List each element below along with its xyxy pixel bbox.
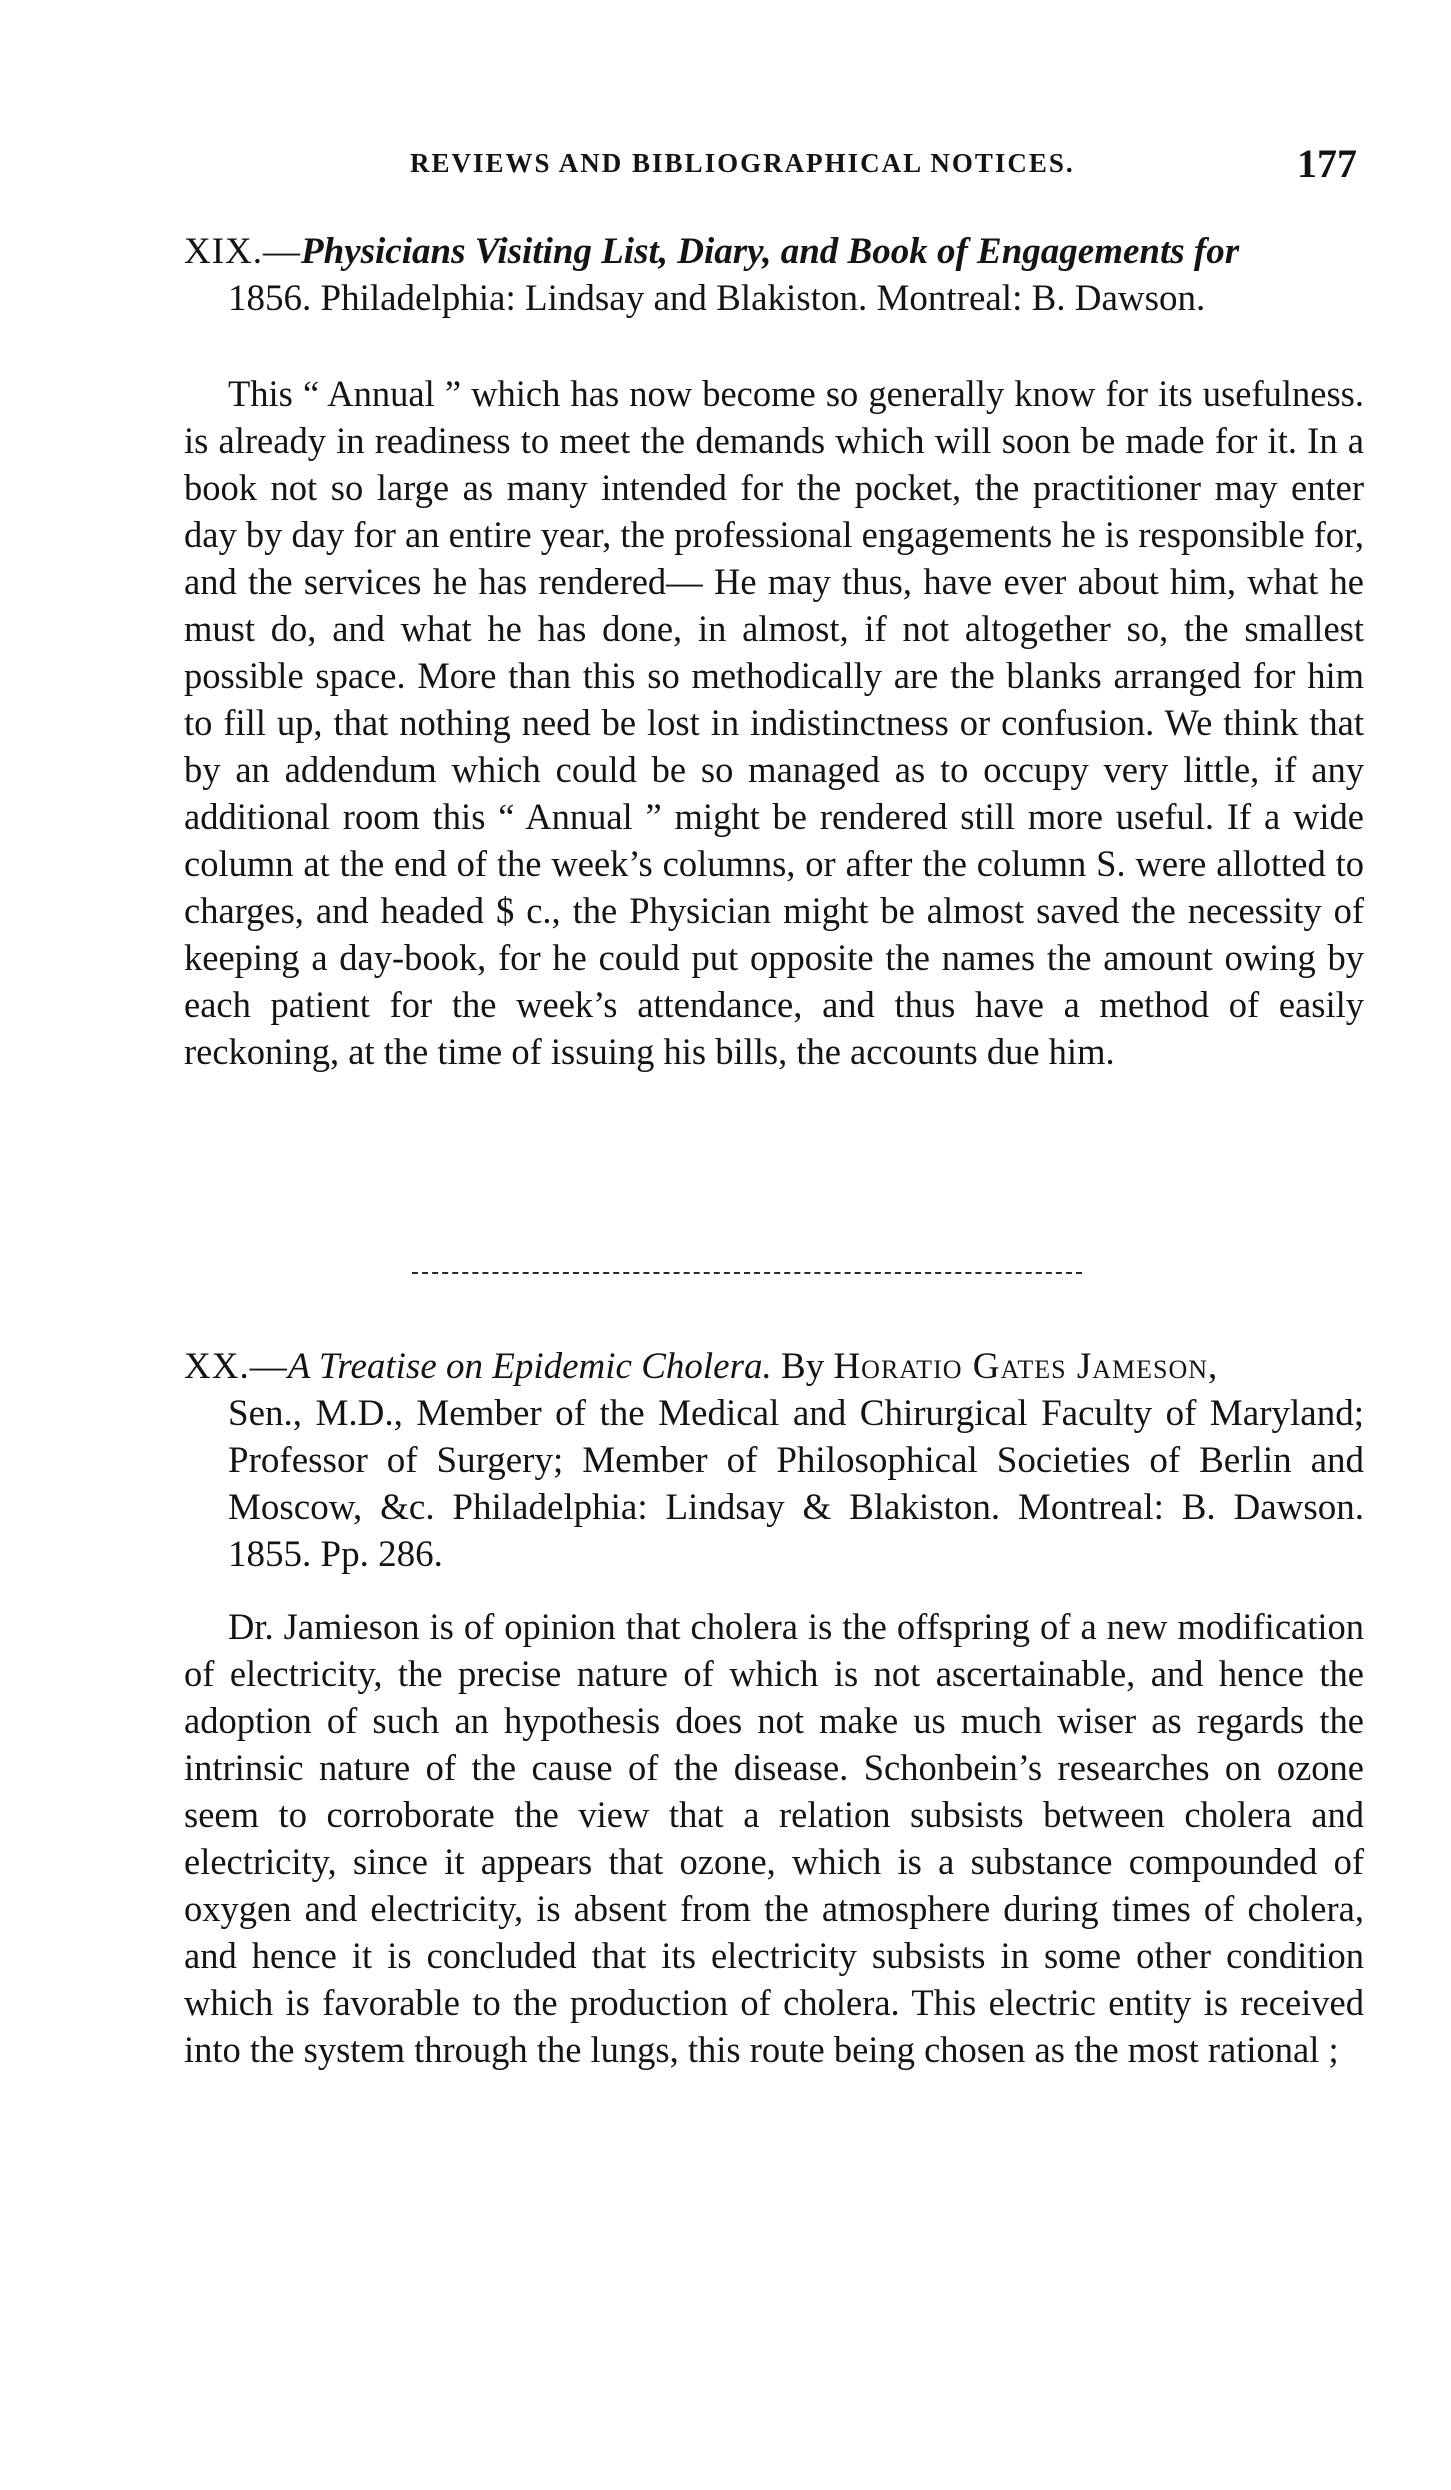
entry-xx-author: Horatio Gates Jameson, [833,1346,1219,1387]
entry-xix-title: Physicians Visiting List, Diary, and Book of Engagements for [301,231,1240,272]
entry-xx-title: A Treatise on Epidemic Cholera. [287,1346,772,1387]
entry-xx-numeral: XX.— [184,1346,288,1387]
entry-xix-imprint: 1856. Philadelphia: Lindsay and Blakiston. Montreal: B. Dawson. [228,278,1206,319]
entry-xix-heading [184,228,1364,322]
entry-xix-review: This “ Annual ” which has now become so generally know for its usefulness. is already in readiness to meet the demands which will soon be made for it. In a book not so large as many intended for the pocket, the practitioner may enter day by day for an entire year, the professional engagements he is responsible for, and the services he has rendered— He may thus, have ever about him, what he must do, and what he has done, in almost, if not altogether so, the smallest possible space. More than this so methodically are the blanks arranged for him to fill up, that nothing need be lost in indistinctness or confusion. We think that by an addendum which could be so managed as to occupy very little, if any additional room this “ Annual ” might be rendered still more useful. If a wide column at the end of the week’s columns, or after the column S. were allotted to charges, and headed $ c., the Physician might be almost saved the necessity of keeping a day-book, for he could put opposite the names the amount owing by each patient for the week’s attendance, and thus have a method of easily reckoning, at the time of issuing his bills, the accounts due him. [184,373,1364,1072]
entry-xx-review: Dr. Jamieson is of opinion that cholera is the offspring of a new modification of electricity, the precise nature of which is not ascertainable, and hence the adoption of such an hypothesis does not make us much wiser as regards the intrinsic nature of the cause of the disease. Schonbein’s researches on ozone seem to corroborate the view that a relation subsists between cholera and electricity, since it appears that ozone, which is a substance compounded of oxygen and electricity, is absent from the atmosphere during times of cholera, and hence it is concluded that its electricity subsists in some other condition which is favorable to the production of cholera. This electric entity is received into the system through the lungs, this route being chosen as the most rational ; [184,1606,1364,2070]
entry-xx-details: Sen., M.D., Member of the Medical and Chirurgical Faculty of Maryland; Professor of Surgery; Member of Philosophical Societies of Berlin and Moscow, &c. Philadelphia: Lindsay & Blakiston. Montreal: B. Dawson. 1855. Pp. 286. [228,1393,1364,1575]
entry-xx-heading [184,1343,1364,1578]
entry-xix-numeral: XIX.— [184,231,302,272]
running-head: REVIEWS AND BIBLIOGRAPHICAL NOTICES. [410,148,1075,178]
section-separator [412,1272,1082,1274]
page-number: 177 [1297,141,1357,186]
entry-xx-by: By [781,1346,825,1387]
